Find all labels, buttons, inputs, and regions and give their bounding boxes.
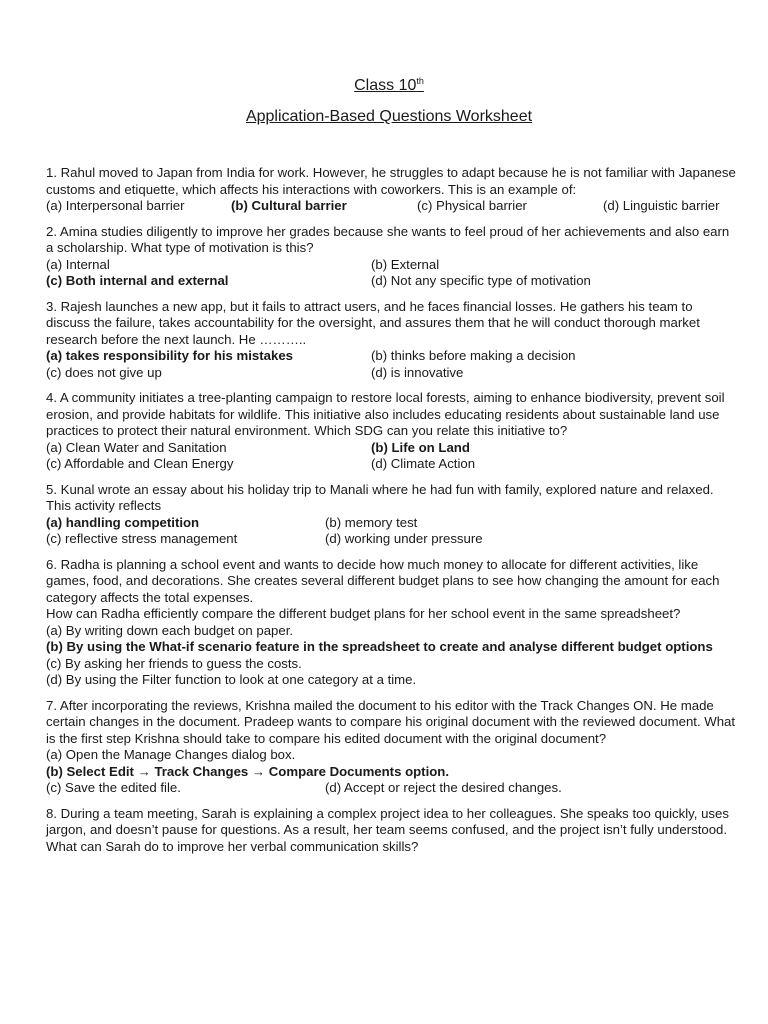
question-4-options-row-2 xyxy=(46,456,736,473)
question-6-option-b-answer: (b) By using the What-if scenario feature in the spreadsheet to create and analyse different budget options xyxy=(46,639,713,654)
question-4 xyxy=(46,390,736,473)
question-3-text: 3. Rajesh launches a new app, but it fails to attract users, and he faces financial losses. He gathers his team to discuss the failure, takes accountability for the oversight, and assures them that he will conduct thorough market research before the next launch. He ……….. xyxy=(46,298,700,347)
question-3-option-c: (c) does not give up xyxy=(46,364,162,380)
question-7-option-b-answer: (b) Select Edit → Track Changes → Compare Documents option. xyxy=(46,763,450,779)
question-1-options xyxy=(46,198,736,215)
question-8 xyxy=(46,806,736,856)
question-4-text: 4. A community initiates a tree-planting campaign to restore local forests, aiming to enhance biodiversity, prevent soil erosion, and provide habitats for wildlife. This initiative also includes educating residents about sustainable land use practices to protect their natural environment. Which SDG can you relate this initiative to? xyxy=(46,390,725,438)
class-superscript: th xyxy=(416,76,424,86)
question-3-option-a-answer: (a) takes responsibility for his mistakes xyxy=(46,348,293,363)
question-7-option-c: (c) Save the edited file. xyxy=(46,780,181,795)
question-5-option-c: (c) reflective stress management xyxy=(46,531,238,546)
question-2-option-c-answer: (c) Both internal and external xyxy=(46,273,229,288)
question-4-option-b-answer: (b) Life on Land xyxy=(371,439,470,455)
question-2-option-b: (b) External xyxy=(371,256,440,272)
question-6-option-c: (c) By asking her friends to guess the costs. xyxy=(46,655,302,671)
question-1-option-c: (c) Physical barrier xyxy=(417,198,527,213)
question-6-option-a: (a) By writing down each budget on paper. xyxy=(46,622,294,638)
question-3-option-b: (b) thinks before making a decision xyxy=(371,348,576,363)
question-2-options-row-1 xyxy=(46,257,736,274)
question-7-text: 7. After incorporating the reviews, Krishna mailed the document to his editor with the Track Changes ON. He made certain changes in the document. Pradeep wants to compare his original document with the reviewed document. What is the first step Krishna should take to compare his edited document with the original document? xyxy=(46,697,736,746)
question-5-options-row-2 xyxy=(46,531,736,548)
question-5-option-d: (d) working under pressure xyxy=(325,531,483,546)
class-label: Class 10 xyxy=(354,77,417,94)
question-2 xyxy=(46,224,736,290)
question-5 xyxy=(46,482,736,548)
question-1-option-a: (a) Interpersonal barrier xyxy=(46,198,185,213)
question-7-options-row xyxy=(46,780,736,797)
worksheet-title: Application-Based Questions Worksheet xyxy=(245,108,533,125)
question-4-option-d: (d) Climate Action xyxy=(371,456,476,471)
question-5-option-b: (b) memory test xyxy=(325,514,418,530)
question-1 xyxy=(46,165,736,215)
question-6-option-d: (d) By using the Filter function to look at one category at a time. xyxy=(46,672,417,687)
class-heading xyxy=(0,77,768,95)
question-2-option-a: (a) Internal xyxy=(46,256,110,272)
question-3-options-row-2 xyxy=(46,365,736,382)
question-2-options-row-2 xyxy=(46,273,736,290)
question-6 xyxy=(46,557,736,689)
question-7 xyxy=(46,698,736,797)
question-3 xyxy=(46,299,736,382)
question-6-prompt: How can Radha efficiently compare the different budget plans for her school event in the same spreadsheet? xyxy=(46,606,681,621)
question-2-option-d: (d) Not any specific type of motivation xyxy=(371,273,591,288)
question-1-option-d: (d) Linguistic barrier xyxy=(603,198,720,213)
question-4-options-row-1 xyxy=(46,440,736,457)
question-5-options-row-1 xyxy=(46,515,736,532)
question-7-option-d: (d) Accept or reject the desired changes. xyxy=(325,780,562,795)
question-5-option-a-answer: (a) handling competition xyxy=(46,514,200,530)
question-4-option-c: (c) Affordable and Clean Energy xyxy=(46,456,234,471)
question-list xyxy=(46,165,736,864)
question-1-option-b-answer: (b) Cultural barrier xyxy=(231,198,347,213)
question-8-text: 8. During a team meeting, Sarah is explaining a complex project idea to her colleagues. She speaks too quickly, uses jargon, and doesn’t pause for questions. As a result, her team seems confused, and the project isn’t fully understood. What can Sarah do to improve her verbal communication skills? xyxy=(46,805,729,854)
question-1-text: 1. Rahul moved to Japan from India for work. However, he struggles to adapt because he is not familiar with Japanese customs and etiquette, which affects his interactions with coworkers. This is an example of: xyxy=(46,165,736,197)
question-5-text: 5. Kunal wrote an essay about his holiday trip to Manali where he had fun with family, explored nature and relaxed. This activity reflects xyxy=(46,481,714,513)
question-3-option-d: (d) is innovative xyxy=(371,364,464,380)
question-6-text: 6. Radha is planning a school event and wants to decide how much money to allocate for different activities, like games, food, and decorations. She creates several different budget plans to see how changing the amount for each category affects the total expenses. xyxy=(46,556,720,605)
question-2-text: 2. Amina studies diligently to improve her grades because she wants to feel proud of her achievements and also earn a scholarship. What type of motivation is this? xyxy=(46,223,730,255)
question-7-option-a: (a) Open the Manage Changes dialog box. xyxy=(46,747,296,762)
question-4-option-a: (a) Clean Water and Sanitation xyxy=(46,439,227,455)
question-3-options-row-1 xyxy=(46,348,736,365)
